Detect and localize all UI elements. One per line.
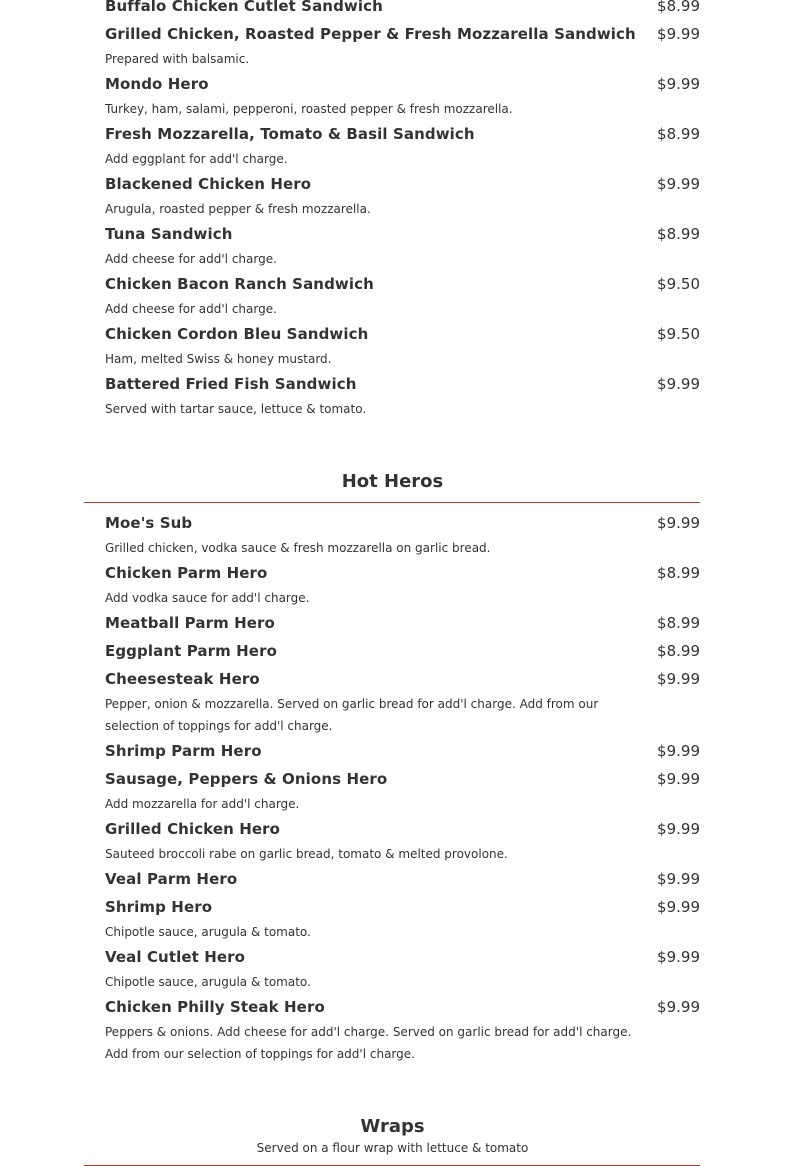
menu-item-price: $9.99 [657,670,700,688]
menu-item-price: $9.99 [657,998,700,1016]
menu-item-price: $9.99 [657,514,700,532]
menu-item-name: Chicken Parm Hero [105,564,268,582]
menu-item-description: Add eggplant for add'l charge. [105,152,288,166]
menu-item[interactable] [0,943,785,993]
menu-item-price: $9.99 [657,820,700,838]
menu-item-price: $8.99 [657,225,700,243]
menu-item-price: $8.99 [657,564,700,582]
menu-item-description: Turkey, ham, salami, pepperoni, roasted pepper & fresh mozzarella. [105,102,513,116]
menu-item-price: $9.99 [657,75,700,93]
menu-item[interactable] [0,0,785,20]
menu-item[interactable] [0,815,785,865]
sandwich-section [0,0,785,420]
menu-item-price: $8.99 [657,614,700,632]
menu-item-description: Add cheese for add'l charge. [105,252,277,266]
menu-item-description: Add mozzarella for add'l charge. [105,797,300,811]
menu-item-name: Grilled Chicken, Roasted Pepper & Fresh Mozzarella Sandwich [105,25,636,43]
menu-item-name: Sausage, Peppers & Onions Hero [105,770,388,788]
menu-item-name: Blackened Chicken Hero [105,175,312,193]
menu-item-name: Buffalo Chicken Cutlet Sandwich [105,0,383,15]
menu-item[interactable] [0,70,785,120]
menu-item-description: Chipotle sauce, arugula & tomato. [105,975,311,989]
menu-item-name: Veal Cutlet Hero [105,948,246,966]
menu-item-price: $9.99 [657,375,700,393]
menu-item[interactable] [0,20,785,70]
menu-item-description: Ham, melted Swiss & honey mustard. [105,352,332,366]
menu-item-name: Cheesesteak Hero [105,670,260,688]
menu-item-name: Moe's Sub [105,514,193,532]
menu-item-description: Chipotle sauce, arugula & tomato. [105,925,311,939]
section-subtitle-wraps: Served on a flour wrap with lettuce & tomato [256,1141,529,1155]
menu-item-price: $8.99 [657,0,700,15]
menu-item-description: Arugula, roasted pepper & fresh mozzarella. [105,202,371,216]
menu-item-price: $9.99 [657,175,700,193]
menu-item-price: $8.99 [657,642,700,660]
menu-item-name: Tuna Sandwich [105,225,233,243]
menu-item[interactable] [0,893,785,943]
hot-heros-section [0,470,785,1065]
menu-item-name: Grilled Chicken Hero [105,820,281,838]
menu-item[interactable] [0,765,785,815]
menu-item-price: $9.99 [657,948,700,966]
menu-item-price: $9.99 [657,898,700,916]
menu-item-price: $8.99 [657,125,700,143]
menu-item[interactable] [0,665,785,737]
menu-item-name: Meatball Parm Hero [105,614,275,632]
menu-item-description: Add cheese for add'l charge. [105,302,277,316]
menu-item[interactable] [0,865,785,893]
menu-item-name: Veal Parm Hero [105,870,238,888]
menu-item-description: Served with tartar sauce, lettuce & tomato. [105,402,367,416]
menu-item[interactable] [0,559,785,609]
menu-item-name: Battered Fried Fish Sandwich [105,375,357,393]
menu-item-name: Shrimp Hero [105,898,213,916]
menu-item-price: $9.99 [657,742,700,760]
menu-item-name: Chicken Philly Steak Hero [105,998,325,1016]
menu-item-description: Prepared with balsamic. [105,52,250,66]
section-divider [84,502,700,503]
menu-item-price: $9.99 [657,870,700,888]
section-title-wraps: Wraps [360,1116,425,1137]
menu-item-description: Add vodka sauce for add'l charge. [105,591,310,605]
sandwich-list [0,0,785,420]
menu-item-name: Mondo Hero [105,75,209,93]
section-title-hot-heros: Hot Heros [341,471,444,492]
menu-item-name: Chicken Bacon Ranch Sandwich [105,275,374,293]
menu-item-description: Sauteed broccoli rabe on garlic bread, tomato & melted provolone. [105,847,508,861]
menu-item-price: $9.99 [657,770,700,788]
hot-heros-list [0,509,785,1065]
menu-item-description: Grilled chicken, vodka sauce & fresh mozzarella on garlic bread. [105,541,491,555]
menu-item-price: $9.50 [657,275,700,293]
menu-item-description: Peppers & onions. Add cheese for add'l charge. Served on garlic bread for add'l charge. Add from our selection of toppings for add'l charge. [105,1025,632,1061]
menu-item-name: Chicken Cordon Bleu Sandwich [105,325,369,343]
menu-item[interactable] [0,370,785,420]
menu-item-name: Eggplant Parm Hero [105,642,277,660]
menu-item[interactable] [0,737,785,765]
menu-item[interactable] [0,270,785,320]
menu-item-name: Shrimp Parm Hero [105,742,262,760]
menu-item[interactable] [0,120,785,170]
menu-item-price: $9.50 [657,325,700,343]
menu-item[interactable] [0,637,785,665]
menu-item-description: Pepper, onion & mozzarella. Served on garlic bread for add'l charge. Add from our selection of toppings for add'l charge. [105,697,599,733]
wraps-section [0,1115,785,1166]
menu-item[interactable] [0,320,785,370]
menu-item[interactable] [0,609,785,637]
menu-item-name: Fresh Mozzarella, Tomato & Basil Sandwich [105,125,475,143]
menu-item[interactable] [0,509,785,559]
menu-item-price: $9.99 [657,25,700,43]
menu-item[interactable] [0,993,785,1065]
menu-item[interactable] [0,170,785,220]
menu-item[interactable] [0,220,785,270]
